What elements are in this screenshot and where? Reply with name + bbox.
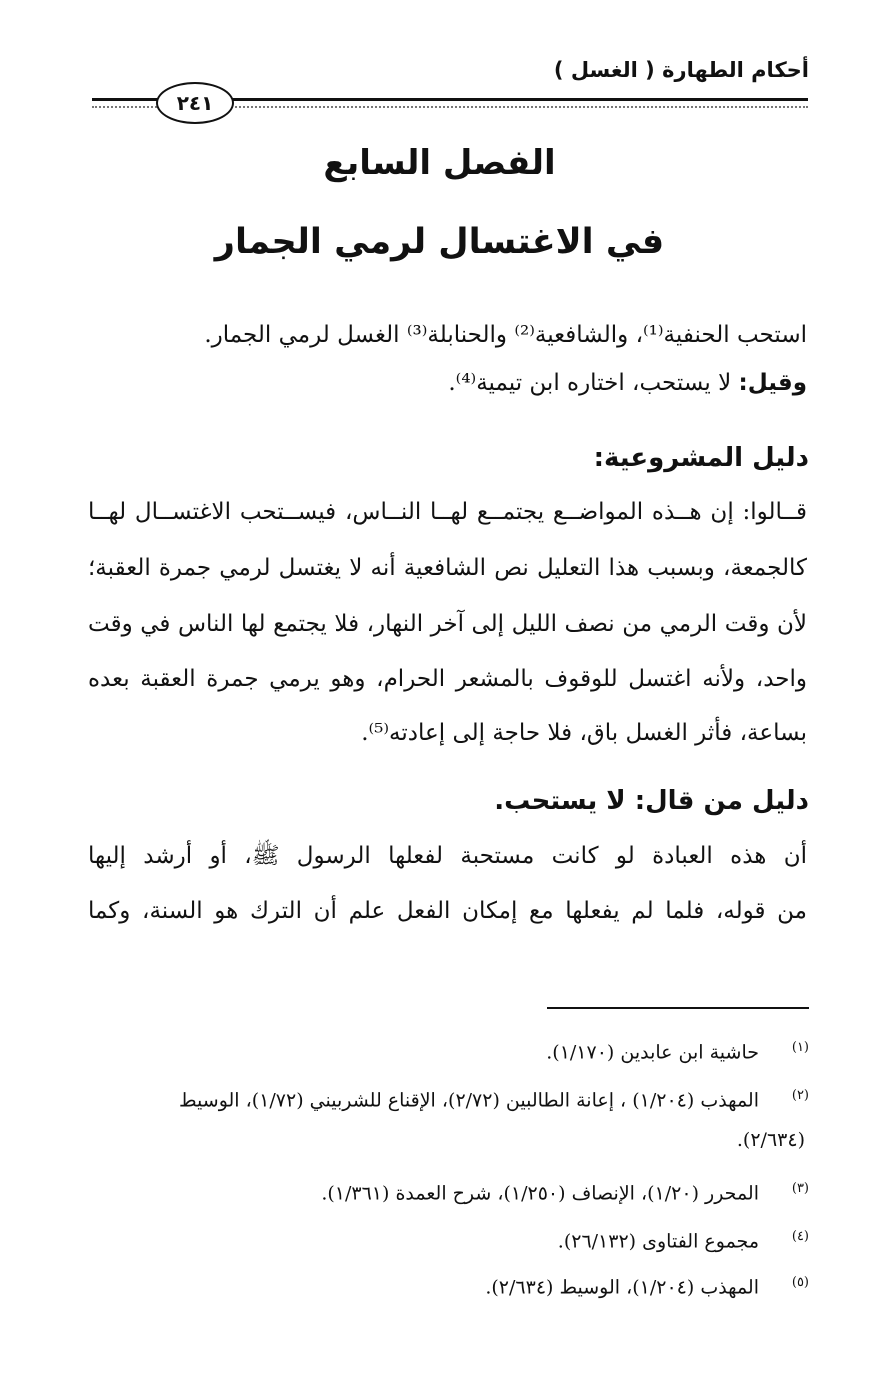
paragraph-line: لأن وقت الرمي من نصف الليل إلى آخر النهار، فلا يجتمع لها الناس في وقت: [88, 611, 807, 637]
paragraph-line: كالجمعة، وبسبب هذا التعليل نص الشافعية أنه لا يغتسل لرمي جمرة العقبة؛: [88, 555, 807, 581]
footnote-text: حاشية ابن عابدين (١/١٧٠).: [546, 1041, 759, 1064]
paragraph-line: من قوله، فلما لم يفعلها مع إمكان الفعل علم أن الترك هو السنة، وكما: [88, 898, 807, 924]
footnote-number: (٥): [791, 1275, 809, 1290]
footnote-number: (٣): [791, 1181, 809, 1196]
paragraph-line: بساعة، فأثر الغسل باق، فلا حاجة إلى إعادته⁽⁵⁾.: [361, 720, 807, 746]
section-heading-not-recommended: دليل من قال: لا يستحب.: [494, 786, 809, 816]
paragraph-line: واحد، ولأنه اغتسل للوقوف بالمشعر الحرام، وهو يرمي جمرة العقبة بعده: [88, 666, 807, 692]
footnote-2-continuation: (٢/٦٣٤).: [736, 1129, 805, 1151]
chapter-title: في الاغتسال لرمي الجمار: [214, 222, 665, 262]
footnote-number: (٤): [791, 1229, 809, 1244]
footnote-text: المهذب (١/٢٠٤) ، إعانة الطالبين (٢/٧٢)، الإقناع للشربيني (١/٧٢)، الوسيط: [179, 1089, 759, 1112]
footnote-2: [179, 1083, 809, 1113]
intro-line-2-text: لا يستحب، اختاره ابن تيمية⁽⁴⁾.: [448, 370, 739, 396]
intro-qualifier: وقيل:: [738, 370, 807, 396]
footnote-rule: [547, 1007, 809, 1009]
paragraph-line: قــالوا: إن هــذه المواضــع يجتمــع لهــا النــاس، فيســتحب الاغتســال لهــا: [88, 499, 807, 525]
footnote-5: [485, 1270, 809, 1300]
section-heading-legitimacy: دليل المشروعية:: [593, 443, 809, 473]
intro-line-2: [88, 368, 807, 398]
footnote-text: مجموع الفتاوى (٢٦/١٣٢).: [557, 1230, 759, 1253]
footnote-3: [321, 1176, 809, 1206]
footnote-text: المهذب (١/٢٠٤)، الوسيط (٢/٦٣٤).: [485, 1276, 759, 1299]
page-number: ٢٤١: [156, 82, 234, 124]
intro-line-1: استحب الحنفية⁽¹⁾، والشافعية⁽²⁾ والحنابلة⁽³⁾ الغسل لرمي الجمار.: [204, 322, 807, 348]
paragraph-line: أن هذه العبادة لو كانت مستحبة لفعلها الرسول ﷺ، أو أرشد إليها: [88, 843, 807, 869]
running-title: أحكام الطهارة ( الغسل ): [553, 58, 809, 82]
footnote-number: (١): [791, 1040, 809, 1055]
chapter-label: الفصل السابع: [323, 143, 556, 183]
footnote-4: [558, 1224, 809, 1254]
footnote-text: المحرر (١/٢٠)، الإنصاف (١/٢٥٠)، شرح العمدة (١/٣٦١).: [321, 1182, 759, 1205]
footnote-number: (٢): [791, 1088, 809, 1103]
footnote-1: [546, 1035, 809, 1065]
